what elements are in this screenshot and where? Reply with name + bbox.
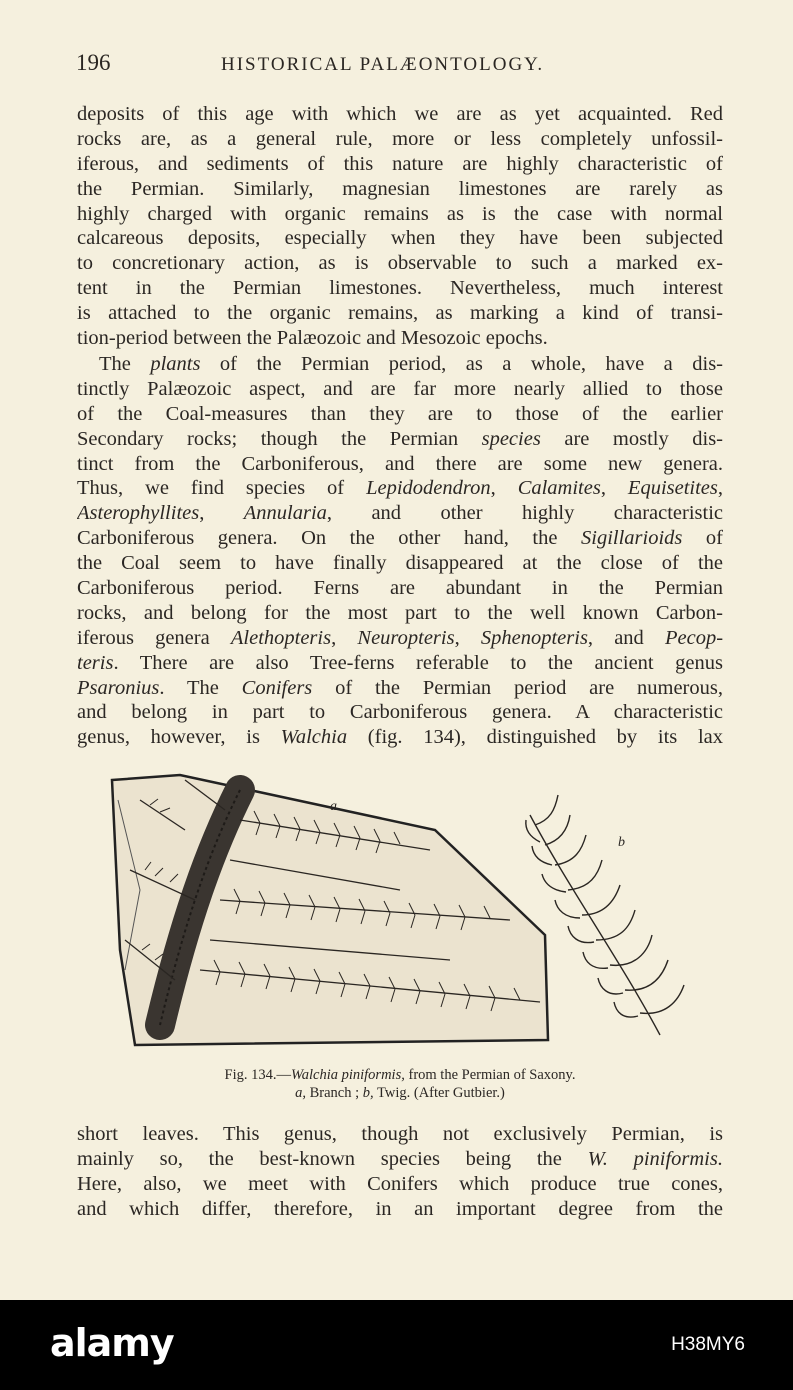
text-line: tinct from the Carboniferous, and there are some new genera. — [77, 452, 723, 475]
paragraph-1 — [77, 102, 723, 351]
figure-label-b: b — [618, 835, 625, 850]
figure-caption — [80, 1066, 720, 1102]
text-line: iferous genera Alethopteris, Neuropteris, Sphenopteris, and Pecop- — [77, 626, 723, 649]
text-line: the Coal seem to have finally disappeared at the close of the — [77, 552, 723, 575]
text-line: mainly so, the best-known species being the W. piniformis. — [77, 1147, 723, 1170]
paragraph-2 — [77, 352, 723, 750]
text-line: to concretionary action, as is observable to such a marked ex- — [77, 252, 723, 275]
text-line: of the Coal-measures than they are to those of the earlier — [77, 402, 723, 425]
text-line: The plants of the Permian period, as a whole, have a dis- — [99, 353, 723, 375]
text-line: tent in the Permian limestones. Nevertheless, much interest — [77, 277, 723, 300]
image-id: H38MY6 — [671, 1334, 745, 1355]
text-line: Here, also, we meet with Conifers which produce true cones, — [77, 1172, 723, 1195]
page-number: 196 — [76, 50, 111, 75]
running-head — [76, 50, 716, 80]
twig-b — [526, 795, 684, 1035]
text-line: calcareous deposits, especially when they have been subjected — [77, 227, 723, 250]
text-line: Thus, we find species of Lepidodendron, Calamites, Equisetites, — [77, 477, 723, 500]
text-line: tinctly Palæozoic aspect, and are far more nearly allied to those — [77, 377, 723, 400]
text-line: rocks, and belong for the most part to the well known Carbon- — [77, 601, 723, 624]
alamy-logo: alamy — [50, 1321, 174, 1365]
caption-line-2: a, Branch ; b, Twig. (After Gutbier.) — [295, 1085, 505, 1101]
text-line: the Permian. Similarly, magnesian limestones are rarely as — [77, 177, 723, 200]
text-line: Carboniferous period. Ferns are abundant in the Permian — [77, 577, 723, 600]
text-line: rocks are, as a general rule, more or less completely unfossil- — [77, 127, 723, 150]
text-line: deposits of this age with which we are as yet acquainted. Red — [77, 103, 723, 125]
text-line: is attached to the organic remains, as marking a kind of transi- — [77, 302, 723, 325]
text-line: Secondary rocks; though the Permian species are mostly dis- — [77, 427, 723, 450]
text-line: iferous, and sediments of this nature are highly characteristic of — [77, 152, 723, 175]
walchia-fossil-illustration — [100, 770, 700, 1060]
text-line: Asterophyllites, Annularia, and other highly characteristic — [77, 502, 723, 525]
text-line: and which differ, therefore, in an important degree from the — [77, 1197, 723, 1220]
text-line: tion-period between the Palæozoic and Mesozoic epochs. — [77, 327, 548, 350]
fossil-slab-branch-a — [112, 775, 548, 1045]
paragraph-3 — [77, 1122, 723, 1222]
text-line: and belong in part to Carboniferous genera. A characteristic — [77, 701, 723, 724]
stock-watermark-bar — [0, 1300, 793, 1390]
text-line: Carboniferous genera. On the other hand, the Sigillarioids of — [77, 527, 723, 550]
text-line: short leaves. This genus, though not exclusively Permian, is — [77, 1123, 723, 1145]
text-line: genus, however, is Walchia (fig. 134), distinguished by its lax — [77, 726, 723, 749]
caption-line-1: Fig. 134.—Walchia piniformis, from the Permian of Saxony. — [224, 1067, 576, 1083]
figure-label-a: a — [330, 799, 337, 814]
running-title: HISTORICAL PALÆONTOLOGY. — [221, 54, 545, 75]
text-line: Psaronius. The Conifers of the Permian period are numerous, — [77, 676, 723, 699]
text-line: teris. There are also Tree-ferns referable to the ancient genus — [77, 651, 723, 674]
text-line: highly charged with organic remains as is the case with normal — [77, 202, 723, 225]
